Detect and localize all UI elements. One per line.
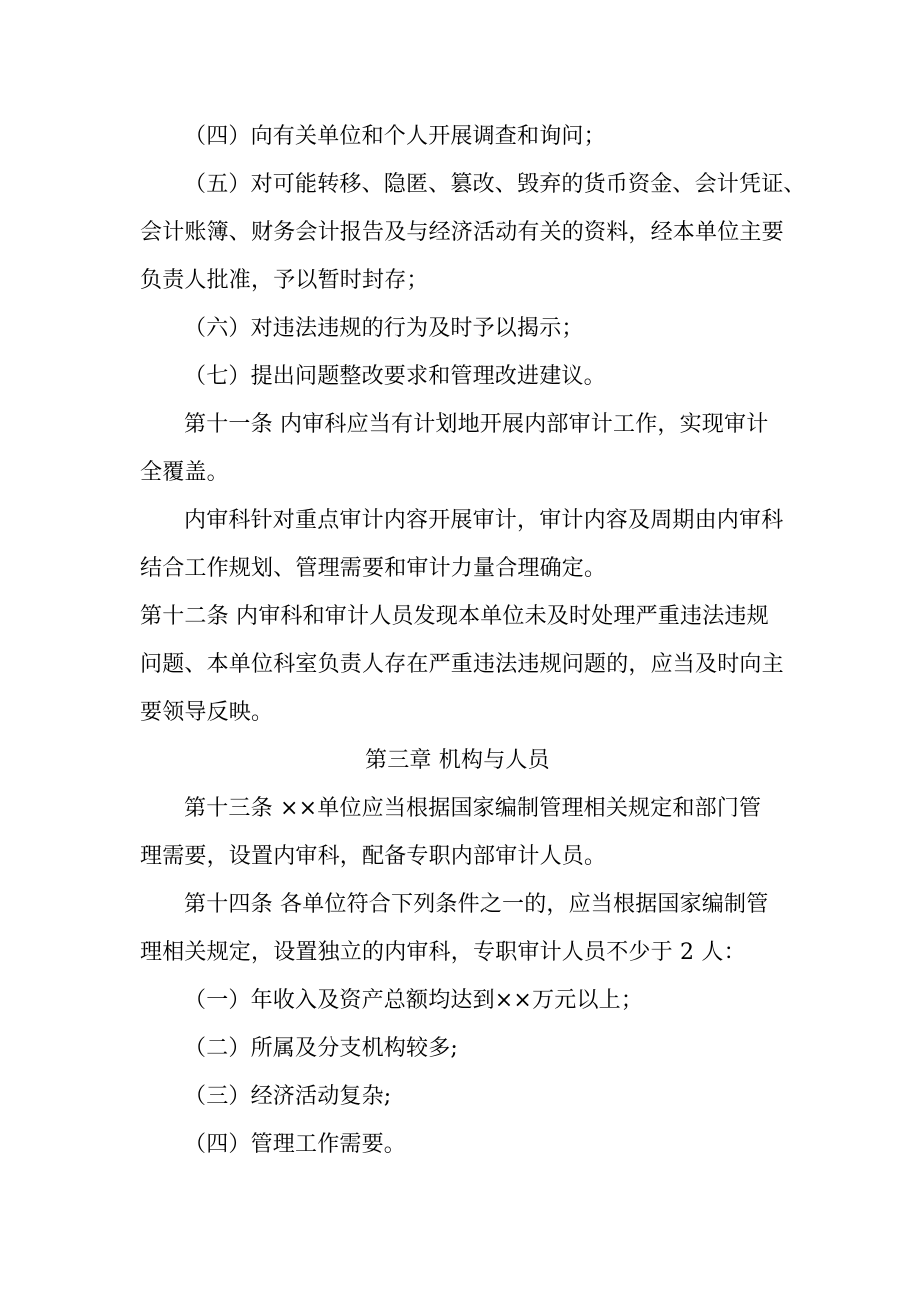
text-line: 要领导反映。 — [140, 700, 274, 725]
text-line: 理需要，设置内审科，配备专职内部审计人员。 — [140, 844, 607, 869]
text-line: 内审科针对重点审计内容开展审计，审计内容及周期由内审科 — [184, 508, 784, 533]
text-line: （四）管理工作需要。 — [184, 1132, 407, 1157]
text-line: （四）向有关单位和个人开展调查和询问； — [184, 124, 606, 149]
text-line: （二）所属及分支机构较多; — [184, 1036, 459, 1061]
text-line: 问题、本单位科室负责人存在严重违法违规问题的，应当及时向主 — [140, 652, 784, 677]
text-line: （五）对可能转移、隐匿、篡改、毁弃的货币资金、会计凭证、 — [184, 172, 806, 197]
article-heading-line: 第十三条 ××单位应当根据国家编制管理相关规定和部门管 — [184, 796, 762, 821]
text-line: （七）提出问题整改要求和管理改进建议。 — [184, 364, 606, 389]
text-line: 全覆盖。 — [140, 460, 229, 485]
chapter-title: 第三章 机构与人员 — [365, 748, 550, 773]
text-line: 会计账簿、财务会计报告及与经济活动有关的资料，经本单位主要 — [140, 220, 784, 245]
article-heading-line: 第十一条 内审科应当有计划地开展内部审计工作，实现审计 — [184, 412, 769, 437]
article-heading-line: 第十四条 各单位符合下列条件之一的，应当根据国家编制管 — [184, 892, 769, 917]
article-heading-line: 第十二条 内审科和审计人员发现本单位未及时处理严重违法违规 — [140, 604, 769, 629]
text-line: 结合工作规划、管理需要和审计力量合理确定。 — [140, 556, 607, 581]
text-line: （一）年收入及资产总额均达到××万元以上； — [184, 988, 644, 1013]
text-line: （六）对违法违规的行为及时予以揭示； — [184, 316, 584, 341]
text-line: 负责人批准，予以暂时封存； — [140, 268, 429, 293]
text-line: 理相关规定，设置独立的内审科，专职审计人员不少于 2 人： — [140, 940, 746, 965]
text-line: （三）经济活动复杂; — [184, 1084, 392, 1109]
